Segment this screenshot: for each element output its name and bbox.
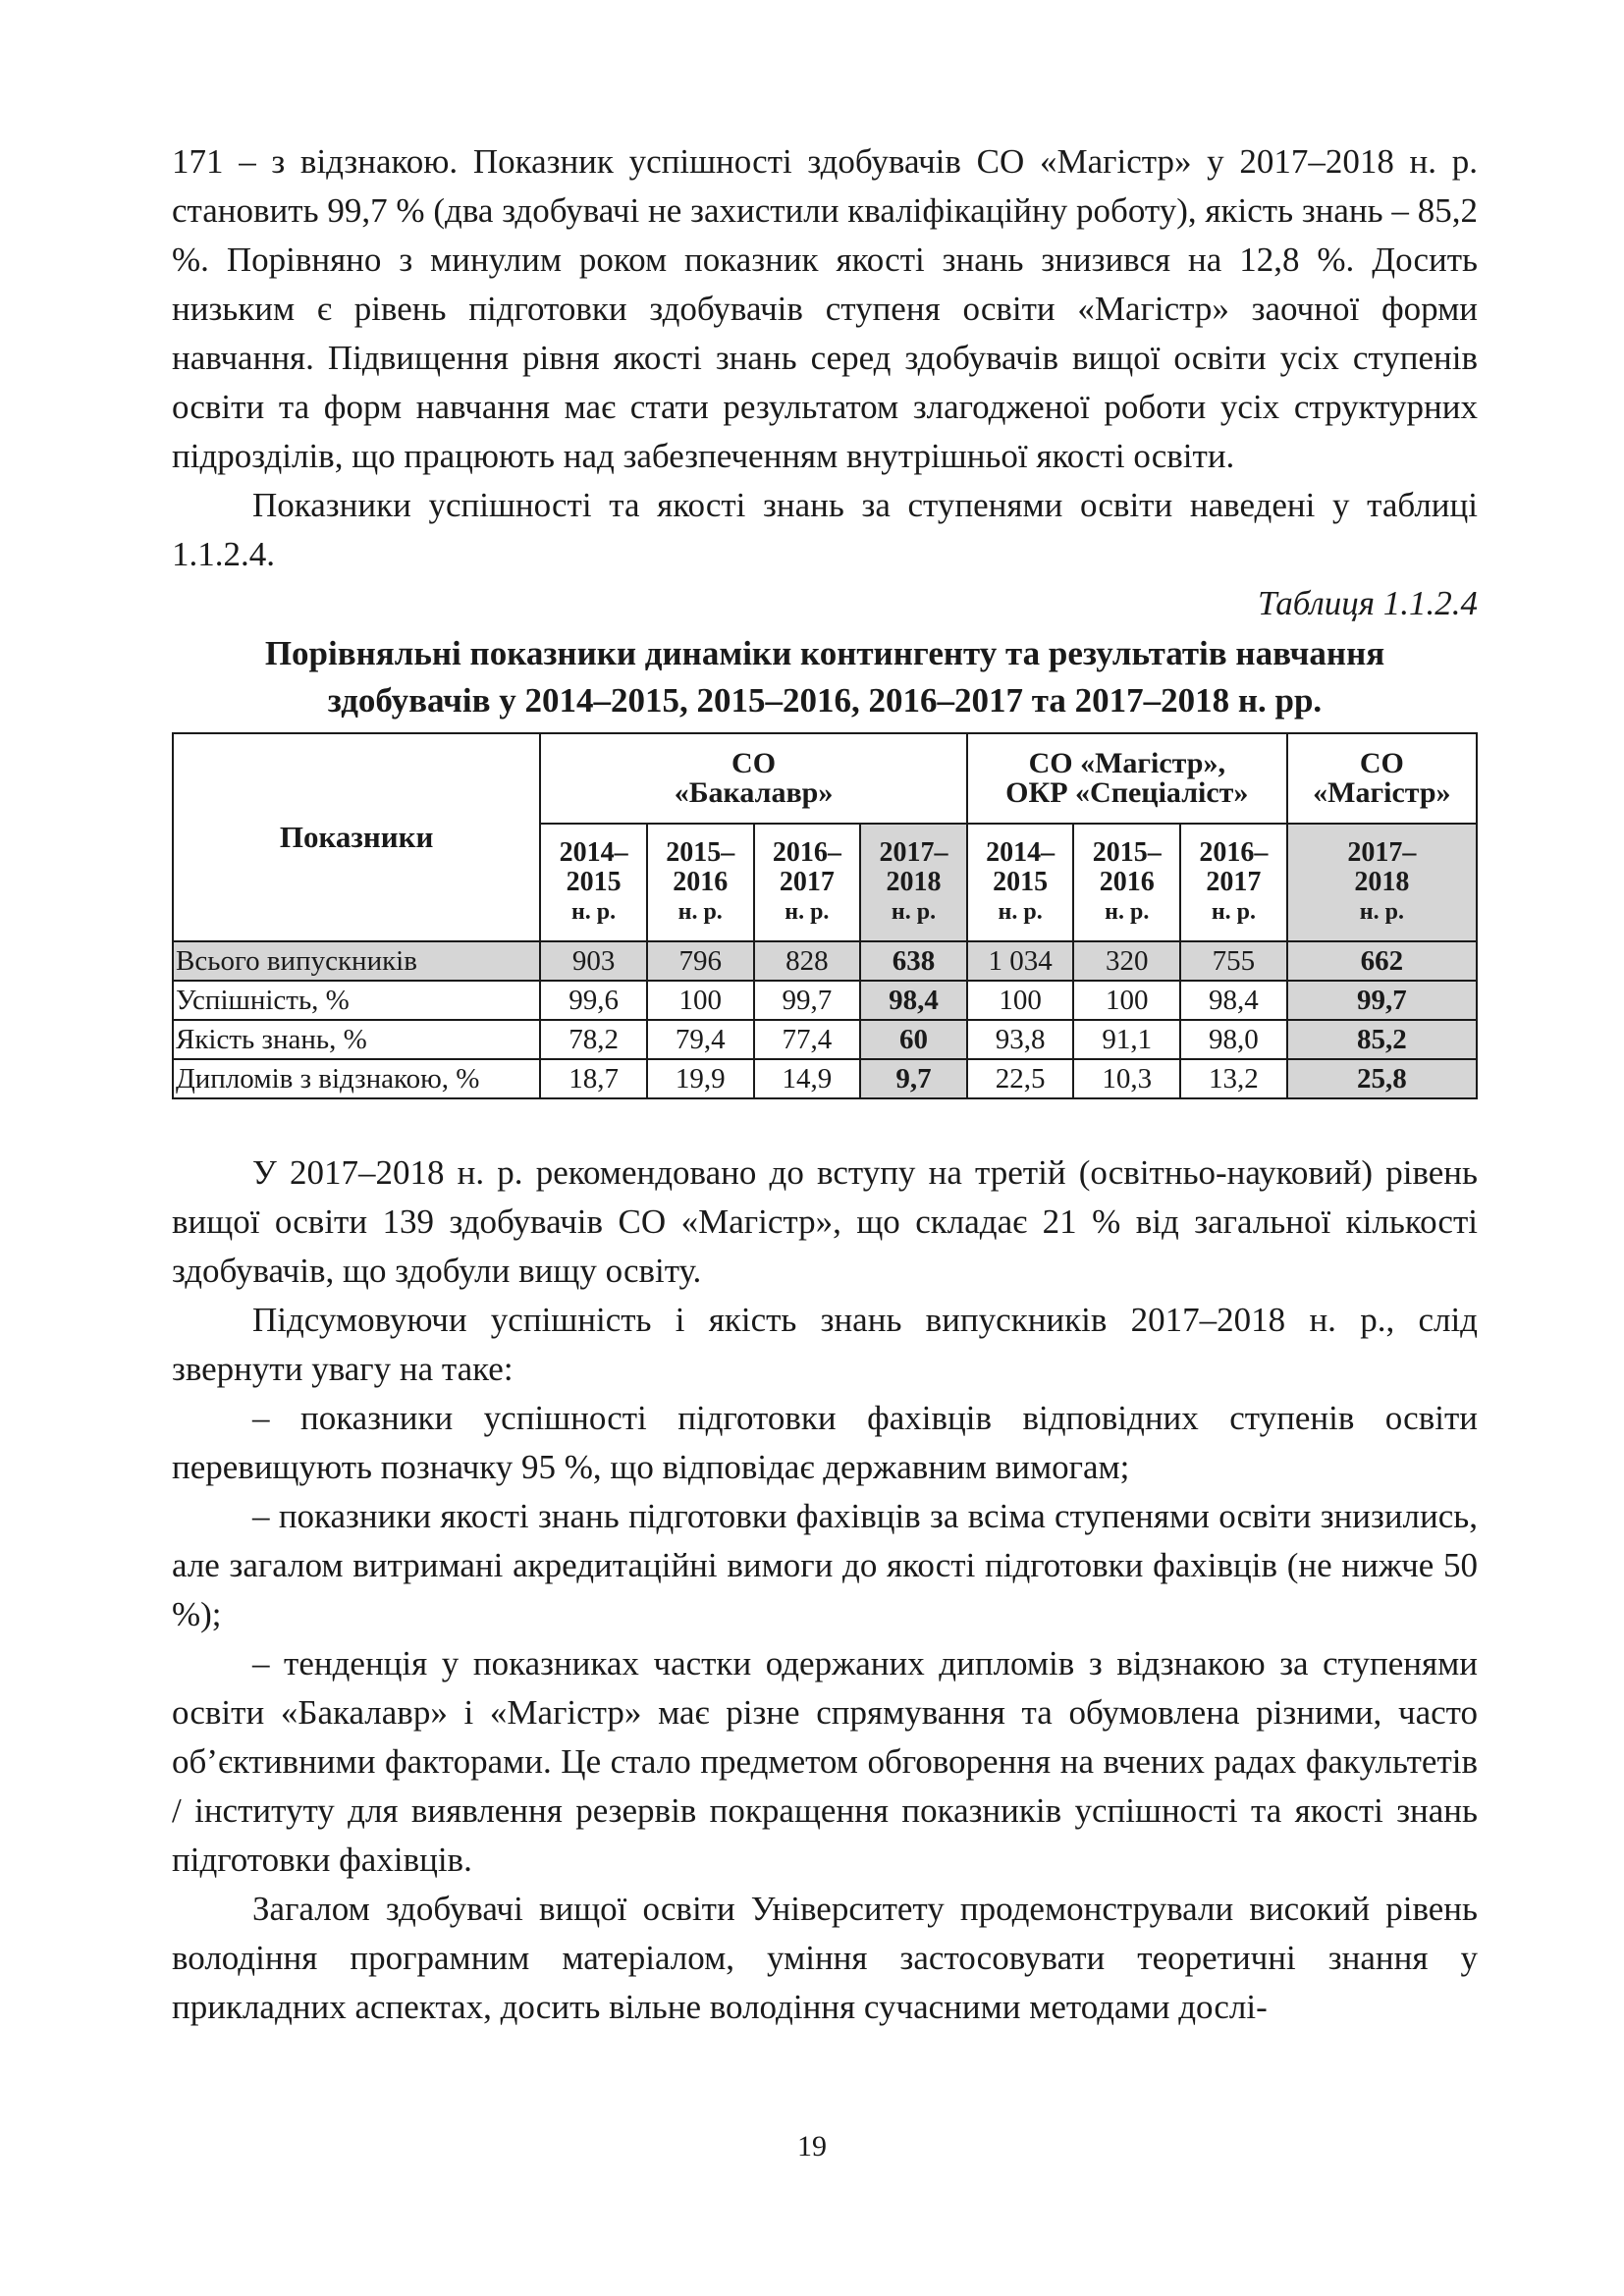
group-header-master: СО «Магістр» — [1287, 733, 1477, 824]
table-title-line-2: здобувачів у 2014–2015, 2015–2016, 2016–2017 та 2017–2018 н. рр. — [327, 681, 1323, 720]
table-cell: 77,4 — [754, 1020, 861, 1059]
table-cell: 1 034 — [967, 941, 1074, 981]
row-label: Всього випускників — [173, 941, 540, 981]
year-header: 2016– 2017 н. р. — [754, 824, 861, 941]
table-cell: 22,5 — [967, 1059, 1074, 1098]
paragraph-2: Показники успішності та якості знань за ступенями освіти наведені у таблиці 1.1.2.4. — [172, 486, 1478, 573]
table-cell: 755 — [1180, 941, 1287, 981]
table-cell: 18,7 — [540, 1059, 647, 1098]
paragraph-1: 171 – з відзнакою. Показник успішності здобувачів СО «Магістр» у 2017–2018 н. р. становить 99,7 % (два здобувачі не захистили кваліфікаційну роботу), якість знань – 85,2 %. Порівняно з минулим роком показник якості знань знизився на 12,8 %. Досить низьким є рівень підготовки здобувачів ступеня освіти «Магістр» заочної форми навчання. Підвищення рівня якості знань серед здобувачів вищої освіти усіх ступенів освіти та форм навчання має стати результатом злагодженої роботи усіх структурних підрозділів, що працюють над забезпеченням внутрішньої якості освіти. — [172, 142, 1478, 475]
year-header: 2016– 2017 н. р. — [1180, 824, 1287, 941]
table-cell: 19,9 — [647, 1059, 754, 1098]
table-cell: 100 — [647, 981, 754, 1020]
table-title-line-1: Порівняльні показники динаміки контингенту та результатів навчання — [264, 634, 1385, 672]
table-cell: 100 — [967, 981, 1074, 1020]
table-cell: 85,2 — [1287, 1020, 1477, 1059]
table-cell: 13,2 — [1180, 1059, 1287, 1098]
paragraphs-after-table — [172, 1148, 1478, 2032]
table-row — [173, 1059, 1477, 1098]
year-header: 2015– 2016 н. р. — [647, 824, 754, 941]
table-cell: 60 — [860, 1020, 967, 1059]
table-row — [173, 941, 1477, 981]
table-caption: Таблиця 1.1.2.4 — [1258, 584, 1478, 622]
row-label: Успішність, % — [173, 981, 540, 1020]
table-cell: 99,6 — [540, 981, 647, 1020]
row-label: Якість знань, % — [173, 1020, 540, 1059]
results-table — [172, 732, 1478, 1099]
year-header: 2014– 2015 н. р. — [967, 824, 1074, 941]
table-cell: 903 — [540, 941, 647, 981]
year-header: 2015– 2016 н. р. — [1073, 824, 1180, 941]
table-cell: 79,4 — [647, 1020, 754, 1059]
table-cell: 98,0 — [1180, 1020, 1287, 1059]
paragraph-3: У 2017–2018 н. р. рекомендовано до вступу на третій (освітньо-науковий) рівень вищої освіти 139 здобувачів СО «Магістр», що складає 21 % від загальної кількості здобувачів, що здобули вищу освіту. — [172, 1153, 1478, 1290]
table-header-row-groups — [173, 733, 1477, 824]
row-label: Дипломів з відзнакою, % — [173, 1059, 540, 1098]
paragraph-4: Підсумовуючи успішність і якість знань випускників 2017–2018 н. р., слід звернути увагу на таке: — [172, 1301, 1478, 1388]
table-cell: 98,4 — [1180, 981, 1287, 1020]
row-header-cell: Показники — [173, 733, 540, 941]
table-cell: 828 — [754, 941, 861, 981]
group-header-bachelor: СО «Бакалавр» — [540, 733, 967, 824]
bullet-item-1: – показники успішності підготовки фахівців відповідних ступенів освіти перевищують позначку 95 %, що відповідає державним вимогам; — [172, 1399, 1478, 1486]
table-cell: 91,1 — [1073, 1020, 1180, 1059]
table-cell: 320 — [1073, 941, 1180, 981]
table-cell: 662 — [1287, 941, 1477, 981]
table-cell: 99,7 — [754, 981, 861, 1020]
table-row — [173, 1020, 1477, 1059]
table-cell: 99,7 — [1287, 981, 1477, 1020]
table-cell: 638 — [860, 941, 967, 981]
page-content — [172, 137, 1478, 2032]
page-number: 19 — [797, 2130, 827, 2163]
table-cell: 98,4 — [860, 981, 967, 1020]
table-cell: 10,3 — [1073, 1059, 1180, 1098]
table-cell: 25,8 — [1287, 1059, 1477, 1098]
bullet-item-3: – тенденція у показниках частки одержаних дипломів з відзнакою за ступенями освіти «Бакалавр» і «Магістр» має різне спрямування та обумовлена різними, часто об’єктивними факторами. Це стало предметом обговорення на вчених радах факультетів / інституту для виявлення резервів покращення показників успішності та якості знань підготовки фахівців. — [172, 1644, 1478, 1879]
table-cell: 9,7 — [860, 1059, 967, 1098]
group-header-master-specialist: СО «Магістр», ОКР «Спеціаліст» — [967, 733, 1287, 824]
table-row — [173, 981, 1477, 1020]
year-header: 2014– 2015 н. р. — [540, 824, 647, 941]
year-header: 2017– 2018 н. р. — [860, 824, 967, 941]
table-cell: 78,2 — [540, 1020, 647, 1059]
table-cell: 14,9 — [754, 1059, 861, 1098]
year-header: 2017– 2018 н. р. — [1287, 824, 1477, 941]
bullet-item-2: – показники якості знань підготовки фахівців за всіма ступенями освіти знизились, але загалом витримані акредитаційні вимоги до якості підготовки фахівців (не нижче 50 %); — [172, 1497, 1478, 1633]
table-cell: 100 — [1073, 981, 1180, 1020]
paragraph-5: Загалом здобувачі вищої освіти Університету продемонстрували високий рівень володіння програмним матеріалом, уміння застосовувати теоретичні знання у прикладних аспектах, досить вільне володіння сучасними методами дослі- — [172, 1890, 1478, 2026]
table-cell: 93,8 — [967, 1020, 1074, 1059]
table-cell: 796 — [647, 941, 754, 981]
table-title — [172, 630, 1478, 724]
